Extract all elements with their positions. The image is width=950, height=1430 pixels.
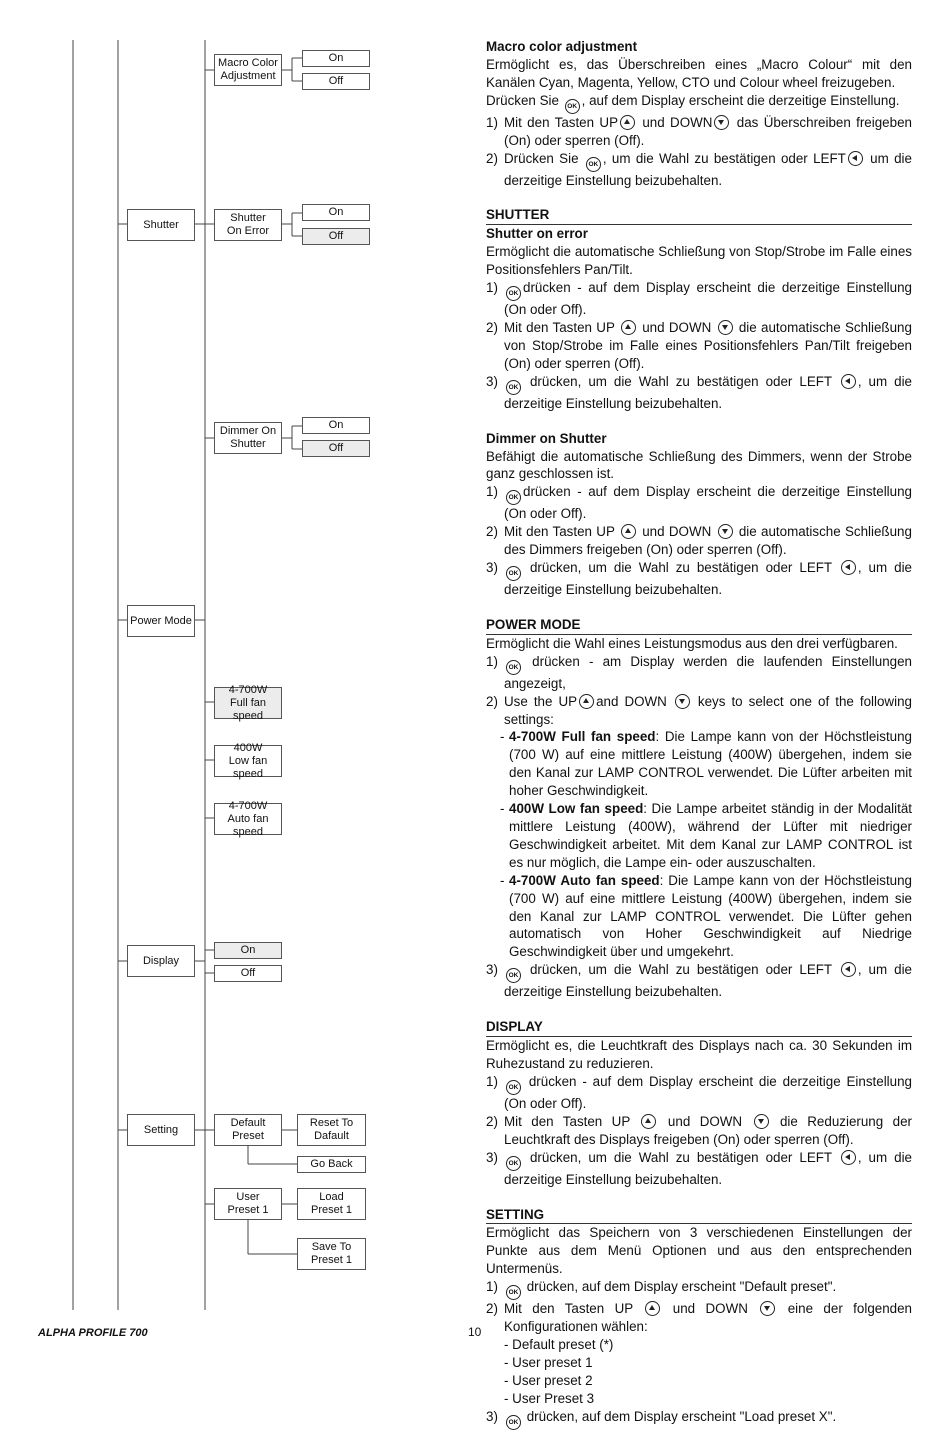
shutter-b-step-3: 3) OK drücken, um die Wahl zu bestätigen oder LEFT , um die derzeitige Einstellung beizubehalten. xyxy=(486,560,912,598)
shutter-a-step-3: 3) OK drücken, um die Wahl zu bestätigen oder LEFT , um die derzeitige Einstellung beizubehalten. xyxy=(486,373,912,411)
tree-shutter: Shutter xyxy=(127,209,195,241)
tree-user-preset-1: User Preset 1 xyxy=(214,1188,282,1220)
setting-list-item: - User preset 1 xyxy=(504,1354,593,1370)
menu-tree-lines xyxy=(0,0,480,1353)
tree-shutter-off: Off xyxy=(302,228,370,245)
shutter-intro-1: Ermöglicht die automatische Schließung von Stop/Strobe im Falle eines Positionsfehlers Pan/Tilt. xyxy=(486,244,912,278)
tree-go-back: Go Back xyxy=(297,1156,366,1173)
shutter-b-step-2: 2) Mit den Tasten UP und DOWN die automatische Schließung des Dimmers freigeben (On) oder sperren (Off). xyxy=(486,524,912,558)
shutter-a-step-1: 1) OK drücken - auf dem Display erscheint die derzeitige Einstellung (On oder Off). xyxy=(486,280,912,318)
setting-intro: Ermöglicht das Speichern von 3 verschiedenen Einstellungen der Punkte aus dem Menü Optionen und aus den entsprechenden Untermenüs. xyxy=(486,1225,912,1277)
setting-step-1: 1) OK drücken, auf dem Display erscheint "Default preset". xyxy=(486,1278,912,1300)
left-arrow-icon xyxy=(841,560,856,575)
down-arrow-icon xyxy=(718,524,733,539)
ok-icon: OK xyxy=(506,566,521,581)
left-arrow-icon xyxy=(841,962,856,977)
tree-default-preset: Default Preset xyxy=(214,1114,282,1146)
tree-power-mode: Power Mode xyxy=(127,605,195,637)
tree-display-off: Off xyxy=(214,965,282,982)
tree-display: Display xyxy=(127,945,195,977)
setting-step-2: 2) Mit den Tasten UP und DOWN eine der folgenden Konfigurationen wählen: xyxy=(486,1301,913,1335)
power-step-1: 1) OK drücken - am Display werden die laufenden Einstellungen angezeigt, xyxy=(486,653,912,691)
ok-icon: OK xyxy=(506,1156,521,1171)
tree-macro-color-adjustment: Macro Color Adjustment xyxy=(214,54,282,86)
setting-heading: SETTING xyxy=(486,1206,912,1225)
power-mode-heading: POWER MODE xyxy=(486,616,912,635)
down-arrow-icon xyxy=(754,1114,769,1129)
tree-dimmer-on-shutter: Dimmer On Shutter xyxy=(214,422,282,454)
tree-dimmer-off: Off xyxy=(302,440,370,457)
power-option-auto-fan: - 4-700W Auto fan speed: Die Lampe kann von der Höchstleistung (700 W) auf eine mittlere Leistung (400W) übergehen, indem sie den Kanal zur LAMP CONTROL verwendet. Die Lüfter gehen automatisch von Hoher Geschwindigkeit auf Niedrige Geschwindigkeit über und umgekehrt. xyxy=(500,872,913,960)
shutter-a-step-2: 2) Mit den Tasten UP und DOWN die automatische Schließung von Stop/Strobe im Falle eines Positionsfehlers Pan/Tilt freigeben (On) oder sperren (Off). xyxy=(486,319,912,371)
ok-icon: OK xyxy=(586,157,601,172)
shutter-intro-2: Befähigt die automatische Schließung des Dimmers, wenn der Strobe ganz geschlossen ist. xyxy=(486,448,912,482)
left-arrow-icon xyxy=(848,151,863,166)
down-arrow-icon xyxy=(675,694,690,709)
shutter-heading: SHUTTER xyxy=(486,206,912,225)
ok-icon: OK xyxy=(506,968,521,983)
tree-shutter-on: On xyxy=(302,204,370,221)
macro-title: Macro color adjustment xyxy=(486,39,638,54)
setting-list-item: - User preset 2 xyxy=(504,1372,593,1388)
display-step-2: 2) Mit den Tasten UP und DOWN die Reduzierung der Leuchtkraft des Displays freigeben (On) oder sperren (Off). xyxy=(486,1113,912,1147)
up-arrow-icon xyxy=(621,320,636,335)
setting-list-item: - User Preset 3 xyxy=(504,1390,595,1406)
setting-step-3: 3) OK drücken, auf dem Display erscheint "Load preset X". xyxy=(486,1408,912,1430)
footer-product-name: ALPHA PROFILE 700 xyxy=(38,1327,148,1339)
tree-macro-on: On xyxy=(302,50,370,67)
macro-step-1: 1) Mit den Tasten UP und DOWN das Überschreiben freigeben (On) oder sperren (Off). xyxy=(486,114,912,148)
shutter-b-step-1: 1) OK drücken - auf dem Display erscheint die derzeitige Einstellung (On oder Off). xyxy=(486,484,912,522)
up-arrow-icon xyxy=(620,115,635,130)
up-arrow-icon xyxy=(641,1114,656,1129)
power-intro: Ermöglicht die Wahl eines Leistungsmodus aus den drei verfügbaren. xyxy=(486,635,898,651)
macro-intro: Ermöglicht es, das Überschreiben eines „Macro Colour“ mit den Kanälen Cyan, Magenta, Yellow, CTO und Colour wheel freizugeben. xyxy=(486,56,912,90)
tree-shutter-on-error: Shutter On Error xyxy=(214,209,282,241)
ok-icon: OK xyxy=(506,490,521,505)
display-intro: Ermöglicht es, die Leuchtkraft des Displays nach ca. 30 Sekunden im Ruhezustand zu reduzieren. xyxy=(486,1038,912,1071)
macro-step-2: 2) Drücken Sie OK , um die Wahl zu bestätigen oder LEFT um die derzeitige Einstellung beizubehalten. xyxy=(486,150,912,188)
down-arrow-icon xyxy=(718,320,733,335)
power-step-3: 3) OK drücken, um die Wahl zu bestätigen oder LEFT , um die derzeitige Einstellung beizubehalten. xyxy=(486,962,912,1000)
tree-setting: Setting xyxy=(127,1114,195,1146)
ok-icon: OK xyxy=(506,1415,521,1430)
tree-auto-fan-speed: 4-700W Auto fan speed xyxy=(214,803,282,835)
tree-display-on: On xyxy=(214,942,282,959)
ok-icon: OK xyxy=(506,660,521,675)
ok-icon: OK xyxy=(506,1080,521,1095)
macro-press: Drücken Sie OK , auf dem Display erscheint die derzeitige Einstellung. xyxy=(486,92,912,114)
setting-list-item: - Default preset (*) xyxy=(504,1336,614,1352)
up-arrow-icon xyxy=(579,694,594,709)
tree-save-to-preset-1: Save To Preset 1 xyxy=(297,1238,366,1270)
left-arrow-icon xyxy=(841,1150,856,1165)
tree-reset-to-default: Reset To Dafault xyxy=(297,1114,366,1146)
tree-low-fan-speed: 400W Low fan speed xyxy=(214,745,282,777)
ok-icon: OK xyxy=(506,1285,521,1300)
text-column xyxy=(486,38,912,1430)
tree-dimmer-on: On xyxy=(302,417,370,434)
display-step-3: 3) OK drücken, um die Wahl zu bestätigen oder LEFT , um die derzeitige Einstellung beizubehalten. xyxy=(486,1149,912,1187)
down-arrow-icon xyxy=(760,1301,775,1316)
dimmer-on-shutter-title: Dimmer on Shutter xyxy=(486,430,607,446)
up-arrow-icon xyxy=(645,1301,660,1316)
left-arrow-icon xyxy=(841,374,856,389)
tree-full-fan-speed: 4-700W Full fan speed xyxy=(214,687,282,719)
ok-icon: OK xyxy=(506,286,521,301)
display-heading: DISPLAY xyxy=(486,1018,912,1037)
power-step-2: 2) Use the UP and DOWN keys to select one of the following settings: xyxy=(486,693,912,727)
ok-icon: OK xyxy=(565,99,580,114)
ok-icon: OK xyxy=(506,380,521,395)
page-number: 10 xyxy=(468,1325,482,1339)
tree-load-preset-1: Load Preset 1 xyxy=(297,1188,366,1220)
shutter-on-error-title: Shutter on error xyxy=(486,226,588,242)
display-step-1: 1) OK drücken - auf dem Display erscheint die derzeitige Einstellung (On oder Off). xyxy=(486,1073,912,1111)
down-arrow-icon xyxy=(714,115,729,130)
tree-macro-off: Off xyxy=(302,73,370,90)
power-option-full-fan: - 4-700W Full fan speed: Die Lampe kann von der Höchstleistung (700 W) auf eine mittlere Leistung (400W) übergehen, indem sie den Kanal zur LAMP CONTROL verwendet. Die Lüfter arbeiten mit hoher Geschwindigkeit. xyxy=(500,729,913,799)
power-option-low-fan: - 400W Low fan speed: Die Lampe arbeitet ständig in der Modalität mittlere Leistung (400W), während der Lüfter mit niedriger Geschwindigkeit arbeitet. Mit dem Kanal zur LAMP CONTROL ist es nur möglich, die Lampe ein- oder auszuschalten. xyxy=(500,801,912,870)
up-arrow-icon xyxy=(621,524,636,539)
